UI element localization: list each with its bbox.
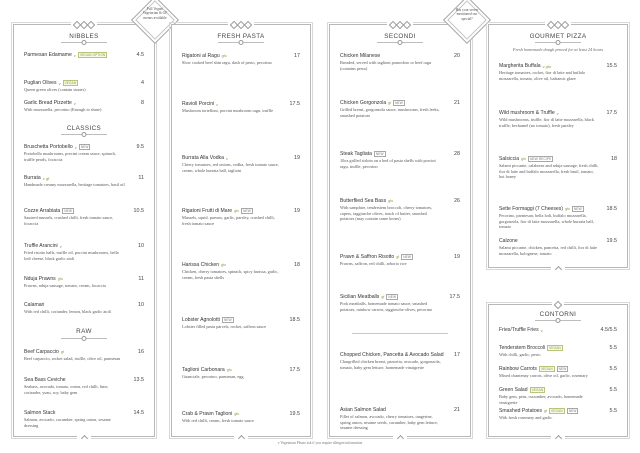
menu-item	[182, 411, 300, 424]
pizza-subtitle: Fresh homemade dough proved for at least 24 hours	[512, 47, 604, 52]
item-description: Prawns, saffron, red chilli, arborio rice	[340, 261, 407, 266]
item-name: Puglian Olives	[24, 80, 57, 86]
item-description: Pork meatballs, homemade tomato sauce, smashed potatoes, rainbow carrots, taggiasche olives, pecorino	[340, 301, 433, 312]
item-name: Chopped Chicken, Pancetta & Avocado Salad	[340, 352, 444, 358]
item-name: Chicken Milanese	[340, 53, 381, 59]
item-price: 17.5	[606, 110, 617, 116]
item-description: Grilled breast, gorgonzola sauce, mushrooms, fresh leeks, smashed potatoes	[340, 107, 440, 118]
item-price: 8	[141, 100, 144, 106]
item-price: 20	[454, 53, 460, 59]
item-price: 18	[294, 262, 300, 268]
vegetarian-tag: v	[216, 101, 219, 107]
new-badge: NEW	[403, 255, 412, 259]
gluten-free-tag: gfo	[234, 412, 240, 416]
contorni-panel	[488, 304, 628, 437]
title-rule	[535, 42, 581, 43]
item-name: Harissa Chicken	[182, 262, 220, 268]
item-name: Salsiccia	[499, 156, 520, 162]
menu-item	[340, 254, 460, 267]
item-description: Salami piccante, chicken, pancetta, red chilli, fior di latte mozzarella, bolognese, tomato	[499, 245, 598, 256]
pasta-panel	[171, 24, 311, 437]
menu-item	[24, 243, 144, 261]
item-price: 16	[138, 349, 144, 355]
item-name: Margherita Buffala	[499, 63, 541, 69]
menu-item	[340, 198, 460, 222]
item-description: Breaded, served with taglioni pomodoro or beef ragu (contains pesto)	[340, 60, 432, 71]
menu-item	[499, 110, 617, 128]
item-description: Cherry tomatoes, red onions, vodka, fresh tomato sauce, cream, whole burrata ball, taglioni	[182, 162, 279, 173]
menu-item	[340, 352, 460, 370]
item-name: Calamari	[24, 302, 45, 308]
item-price: 21	[454, 100, 460, 106]
section-title-classics: CLASSICS	[66, 125, 102, 132]
menu-item	[340, 53, 460, 71]
menu-item	[24, 276, 144, 289]
item-name: Tenderstem Broccoli	[499, 345, 546, 351]
menu-item	[24, 100, 144, 113]
item-name: Asian Salmon Salad	[340, 407, 386, 413]
item-name: Cozze Arrabiata	[24, 208, 61, 214]
vegan-badge: VEGAN	[551, 409, 563, 413]
vegetarian-tag: v	[225, 155, 228, 161]
item-description: Wild mushrooms, truffle, fior di latte mozzarella, black truffle, bechamel (no tomato), fresh parsley	[499, 117, 594, 128]
item-price: 19	[294, 155, 300, 161]
vegetarian-tag: v gf	[42, 175, 50, 181]
special-note: Has your server mentioned our special?	[455, 8, 479, 21]
vegetarian-tag: v	[74, 144, 77, 150]
menu-item	[24, 52, 144, 58]
gluten-free-tag: gfo	[521, 157, 527, 161]
new-badge: NEW	[64, 209, 72, 213]
new-badge: NEW	[243, 209, 251, 213]
item-name: Sea Bass Ceviche	[24, 377, 66, 383]
pizza-panel	[488, 24, 628, 268]
item-price: 18.5	[606, 206, 617, 212]
vegan-menu-note: Full Vegan/ Vegetarian & GF menus available	[142, 7, 168, 20]
menu-item	[499, 327, 617, 333]
item-price: 4.5	[136, 52, 144, 58]
item-name: Fries/Truffle Fries	[499, 327, 539, 333]
item-name: Burrata Alla Vodka	[182, 155, 224, 161]
new-badge: NEW	[568, 409, 577, 413]
item-price: 10.5	[133, 208, 144, 214]
item-description: Pecorino, parmesan, bella lodi, buffalo mozzarella, gorgonzola, fior di latte mozzarella, whole burrata ball, tomato	[499, 213, 594, 230]
item-name: Lobster Agnolotti	[182, 317, 220, 323]
section-title-secondi: SECONDI	[384, 33, 416, 40]
nibbles-panel	[13, 24, 155, 437]
item-price: 17	[294, 53, 300, 59]
item-description: With mozzarella, pecorino (Enough to share)	[24, 107, 102, 112]
item-description: Prawns, nduja sausage, tomato, cream, focaccia	[24, 283, 106, 288]
vegetarian-tag: v	[59, 243, 62, 249]
new-badge: NEW	[558, 367, 567, 371]
item-name: Sicilian Meatballs	[340, 294, 380, 300]
vegan-option-badge: VEGAN OPTION	[79, 53, 106, 57]
item-description: Mushroom tortelloni, porcini mushroom ragu, truffle	[182, 108, 273, 113]
item-price: 5.5	[609, 345, 617, 351]
item-description: Beef carpaccio, rocket salad, truffle, olive oil, parmesan	[24, 356, 121, 361]
item-price: 9.5	[136, 144, 144, 150]
menu-item	[182, 208, 300, 226]
vegetarian-tag: v	[73, 52, 76, 58]
item-name: Parmesan Edamame	[24, 52, 72, 58]
menu-item	[340, 407, 460, 431]
menu-item	[499, 387, 617, 405]
item-name: Truffle Arancini	[24, 243, 58, 249]
vegan-badge: VEGAN	[549, 346, 561, 350]
item-description: With samphire, tenderstem broccoli, cherry tomatoes, capers, taggiasche olives, touch of butter, smashed potatoes (may contain some bones)	[340, 205, 433, 222]
vegetarian-tag: v	[73, 100, 76, 106]
item-price: 13.5	[133, 377, 144, 383]
item-name: Calzone	[499, 238, 518, 244]
item-description: Salami piccante, calabrese and nduja sausage, fresh chilli, fior di latte and buffalo mozzarella, fresh basil, tomato, hot honey	[499, 163, 599, 180]
item-description: Portobello mushrooms, porcini cream sauce, spinach, truffle pearls, focaccia	[24, 151, 116, 162]
item-price: 19.5	[289, 411, 300, 417]
section-title-pasta: FRESH PASTA	[217, 33, 265, 40]
item-description: 10oz grilled sirloin on a bed of pasta shells with porcini ragu, truffle, pecorino	[340, 158, 436, 169]
vegetarian-tag: v	[540, 327, 543, 333]
menu-item	[24, 349, 144, 362]
item-description: Chicken, cherry tomatoes, spinach, spicy harissa, garlic, cream, fresh pasta shells	[182, 269, 279, 280]
menu-item	[24, 175, 144, 188]
item-name: Rigatoni al Ragu	[182, 53, 220, 59]
item-name: Crab & Prawn Taglioni	[182, 411, 233, 417]
item-name: Prawn & Saffron Risotto	[340, 254, 395, 260]
item-price: 19	[294, 208, 300, 214]
vegan-badge: VEGAN	[540, 367, 553, 371]
item-price: 18	[611, 156, 617, 162]
item-description: With red chilli, coriander, lemon, black garlic aioli	[24, 309, 111, 314]
gluten-free-tag: gfo	[221, 263, 227, 267]
menu-item	[499, 408, 617, 421]
gluten-free-tag: gfo	[388, 199, 394, 203]
title-rule	[218, 42, 264, 43]
item-price: 19.5	[606, 238, 617, 244]
item-name: Smashed Potatoes	[499, 408, 543, 414]
item-description: Fried risotto balls, truffle oil, porcini mushrooms, bella lodi cheese, black garlic aioli	[24, 250, 119, 261]
item-name: Green Salad	[499, 387, 528, 393]
item-name: Butterflied Sea Bass	[340, 198, 387, 204]
section-title-pizza: GOURMET PIZZA	[529, 33, 587, 40]
new-badge: NEW	[80, 145, 89, 149]
item-name: Taglioni Carbonara	[182, 367, 225, 373]
menu-item	[499, 345, 617, 358]
item-description: Chargrilled chicken breast, pancetta, avocado, gorgonzola, tomato, baby gem lettuce, homemade vinaigrette	[340, 359, 441, 370]
item-price: 11	[138, 276, 144, 282]
menu-item	[499, 238, 617, 256]
menu-item	[499, 156, 617, 180]
menu-item	[499, 366, 617, 379]
item-price: 17	[454, 352, 460, 358]
item-description: Fillet of salmon, avocado, cherry tomatoes, tangerine, spring onion, sesame seeds, cucumber, baby gem lettuce, sesame dressing	[340, 414, 439, 431]
item-name: Rigatoni Frutti di Mare	[182, 208, 233, 214]
item-description: Sauteed mussels, crushed chilli, fresh tomato sauce, focaccia	[24, 215, 114, 226]
new-badge: NEW	[388, 295, 397, 299]
menu-item	[24, 208, 144, 226]
menu-item	[182, 262, 300, 280]
vegetarian-tag: v	[58, 80, 61, 86]
item-description: Salmon, avocado, cucumber, spring onion, sesame dressing	[24, 417, 111, 428]
item-price: 19	[454, 254, 460, 260]
section-title-contorni: CONTORNI	[539, 311, 577, 318]
item-description: Baby gem, peas, cucumber, avocado, homemade vinaigrette	[499, 394, 583, 405]
menu-item	[340, 151, 460, 169]
new-badge: NEW	[395, 101, 403, 105]
gluten-free-tag: gfo	[564, 207, 570, 211]
vegetarian-tag: v gfo	[542, 63, 552, 69]
item-description: Slow cooked beef shin ragu, dash of pesto, pecorino	[182, 60, 272, 65]
item-description: Guanciale, pecorino, parmesan, egg	[182, 374, 244, 379]
new-badge: NEW	[223, 318, 232, 322]
item-name: Wild mushroom & Truffle	[499, 110, 555, 116]
item-description: Mussels, squid, prawns, garlic, parsley, crushed chilli, fresh tomato sauce	[182, 215, 275, 226]
menu-item	[24, 410, 144, 428]
item-description: With red chilli, cream, fresh tomato sauce	[182, 418, 254, 423]
menu-item	[499, 206, 617, 230]
item-price: 4.5/5.5	[600, 327, 617, 333]
menu-item	[182, 317, 300, 330]
menu-item	[340, 294, 460, 312]
title-rule	[61, 42, 107, 43]
item-description: Mixed chantenay carrots, olive oil, garlic, rosemary	[499, 373, 588, 378]
item-name: Ravioli Porcini	[182, 101, 215, 107]
gluten-free-tag: gfo	[226, 368, 232, 372]
item-price: 10	[138, 302, 144, 308]
secondi-panel	[329, 24, 471, 437]
item-name: Steak Tagliata	[340, 151, 372, 157]
item-price: 28	[454, 151, 460, 157]
item-price: 18.5	[289, 317, 300, 323]
item-price: 17.5	[449, 294, 460, 300]
item-price: 5.5	[609, 366, 617, 372]
item-name: Nduja Prawns	[24, 276, 56, 282]
item-price: 10	[138, 243, 144, 249]
item-name: Rainbow Carrots	[499, 366, 537, 372]
item-price: 15.5	[606, 63, 617, 69]
item-name: Chicken Gorgonzola	[340, 100, 387, 106]
vegan-badge: VEGAN	[64, 81, 77, 85]
gluten-free-tag: gf	[544, 409, 548, 413]
item-name: Burrata	[24, 175, 41, 181]
gluten-free-tag: gf	[381, 295, 385, 299]
item-description: With chilli, garlic, pesto	[499, 352, 541, 357]
item-price: 4	[141, 80, 144, 86]
new-badge: NEW	[375, 152, 384, 156]
gluten-free-tag: gfo	[234, 209, 240, 213]
gluten-free-tag: gfo	[57, 277, 63, 281]
item-price: 17.5	[289, 101, 300, 107]
menu-item	[340, 100, 460, 118]
item-price: 5.5	[609, 387, 617, 393]
item-description: Heritage tomatoes, rocket, fior di latte and buffalo mozzarella, tomato, olive oil, balsamic glaze	[499, 70, 586, 81]
section-title-raw: RAW	[76, 328, 92, 335]
menu-item	[24, 144, 144, 162]
menu-item	[182, 101, 300, 114]
item-price: 5.5	[609, 408, 617, 414]
menu-item	[24, 377, 144, 395]
item-description: Seabass, avocado, tomato, onion, red chilli, lime, coriander, yuzu, soy, baby gem	[24, 384, 109, 395]
vegetarian-tag: v	[556, 110, 559, 116]
item-name: Sette Formaggi (7 Cheeses)	[499, 206, 563, 212]
section-title-nibbles: NIBBLES	[69, 33, 99, 40]
title-rule	[535, 320, 581, 321]
item-price: 26	[454, 198, 460, 204]
item-description: Handmade creamy mozzarella, heritage tomatoes, basil oil	[24, 182, 125, 187]
title-rule	[61, 134, 107, 135]
item-name: Garlic Bread Pizzette	[24, 100, 72, 106]
item-name: Salmon Stack	[24, 410, 56, 416]
menu-item	[182, 367, 300, 380]
gluten-free-tag: gf	[388, 101, 392, 105]
item-name: Beef Carpaccio	[24, 349, 59, 355]
menu-item	[182, 155, 300, 173]
title-rule	[61, 338, 107, 339]
allergen-footer: v Vegetarian Please ask if you require allergen information	[277, 441, 363, 445]
item-name: Bruschetta Portobello	[24, 144, 73, 150]
new-recipe-badge: NEW RECIPE	[530, 157, 552, 161]
item-price: 17.5	[289, 367, 300, 373]
item-description: Queen green olives (contain stones)	[24, 87, 86, 92]
gluten-free-tag: gf	[60, 350, 64, 354]
item-description: With fresh rosemary and garlic	[499, 415, 553, 420]
new-badge: NEW	[573, 207, 582, 211]
item-price: 14.5	[133, 410, 144, 416]
menu-item	[24, 80, 144, 93]
menu-item	[499, 63, 617, 81]
item-price: 21	[454, 407, 460, 413]
item-description: Lobster filled pasta parcels, rocket, saffron sauce	[182, 324, 267, 329]
title-rule	[377, 42, 423, 43]
item-price: 11	[138, 175, 144, 181]
menu-item	[182, 53, 300, 66]
gluten-free-tag: gf	[396, 255, 400, 259]
salad-divider	[352, 333, 448, 334]
gluten-free-tag: gfo	[221, 54, 227, 58]
vegan-badge: VEGAN	[531, 388, 544, 392]
menu-item	[24, 302, 144, 315]
